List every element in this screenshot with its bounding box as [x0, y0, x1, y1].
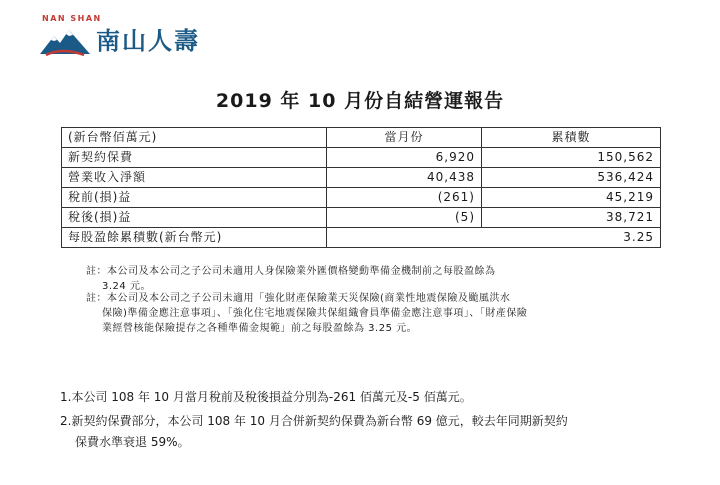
- brand-name-zh: 南山人壽: [96, 27, 200, 55]
- footnote-1-line-2: 3.24 元。: [102, 281, 151, 292]
- row-item-aftertax-income: 稅後(損)益: [62, 208, 327, 228]
- header-cumulative: 累積數: [482, 128, 661, 148]
- table-row-eps: [62, 228, 661, 248]
- summary-paragraph-2-line-1: 2.新契約保費部分，本公司 108 年 10 月合併新契約保費為新台幣 69 億元，較去年同期新契約: [60, 414, 568, 428]
- eps-value: 3.25: [327, 228, 661, 248]
- table-row: [62, 188, 661, 208]
- summary-paragraph-1: 1.本公司 108 年 10 月當月稅前及稅後損益分別為-261 佰萬元及-5 佰萬元。: [60, 390, 472, 404]
- row-cumulative-value: 536,424: [482, 168, 661, 188]
- footnote-2-line-2: 保險)準備金應注意事項」、「強化住宅地震保險共保組織會員準備金應注意事項」、「財產保險: [102, 308, 528, 319]
- summary-paragraph-2-line-2: 保費水準衰退 59%。: [75, 435, 190, 449]
- row-month-value: 40,438: [327, 168, 482, 188]
- row-cumulative-value: 45,219: [482, 188, 661, 208]
- table-row: [62, 168, 661, 188]
- table-row: [62, 208, 661, 228]
- financial-summary-table: [61, 127, 661, 248]
- row-item-new-premium: 新契約保費: [62, 148, 327, 168]
- header-unit: (新台幣佰萬元): [62, 128, 327, 148]
- row-cumulative-value: 150,562: [482, 148, 661, 168]
- row-month-value: (261): [327, 188, 482, 208]
- row-item-net-revenue: 營業收入淨額: [62, 168, 327, 188]
- table-header-row: [62, 128, 661, 148]
- eps-label: 每股盈餘累積數(新台幣元): [62, 228, 327, 248]
- footnote-2: [86, 291, 676, 336]
- summary-paragraph-2: [60, 411, 680, 453]
- footnote-2-line-3: 業經營核能保險提存之各種準備金規範」前之每股盈餘為 3.25 元。: [102, 323, 418, 334]
- row-month-value: (5): [327, 208, 482, 228]
- header-current-month: 當月份: [327, 128, 482, 148]
- table-row: [62, 148, 661, 168]
- row-item-pretax-income: 稅前(損)益: [62, 188, 327, 208]
- row-month-value: 6,920: [327, 148, 482, 168]
- brand-name-en: NAN SHAN: [42, 14, 102, 23]
- mountain-logo-icon: [40, 24, 90, 58]
- row-cumulative-value: 38,721: [482, 208, 661, 228]
- footnote-1-line-1: 註：本公司及本公司之子公司未適用人身保險業外匯價格變動準備金機制前之每股盈餘為: [86, 266, 496, 277]
- footnote-2-line-1: 註：本公司及本公司之子公司未適用「強化財產保險業天災保險(商業性地震保險及颱風洪水: [86, 293, 511, 304]
- brand-logo: [40, 14, 240, 60]
- footnote-1: [86, 264, 676, 294]
- report-title: 2019 年 10 月份自結營運報告: [215, 90, 505, 112]
